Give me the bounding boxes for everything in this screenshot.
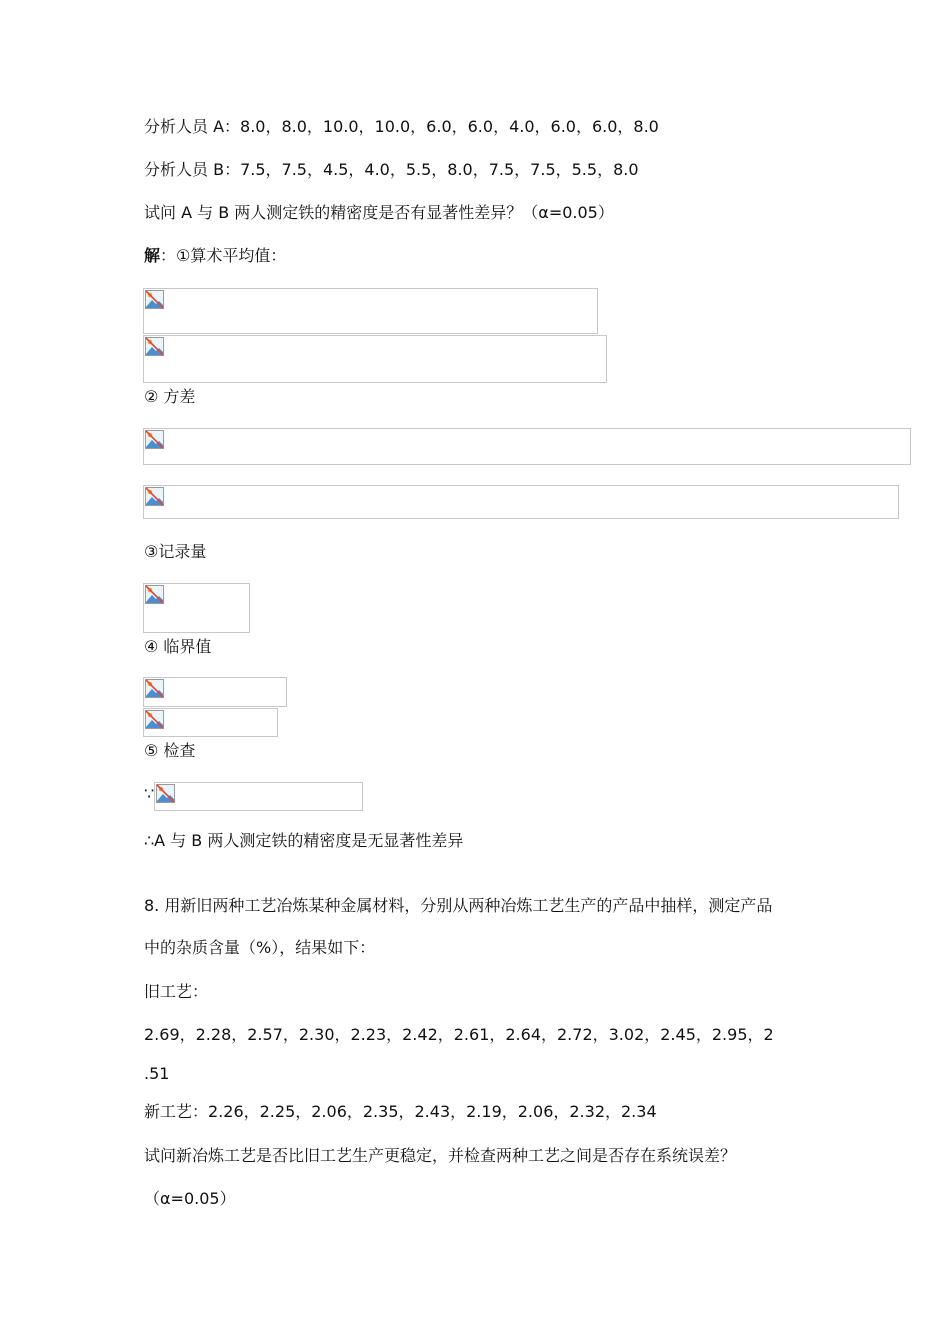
alpha-note: （α=0.05） [144,1189,236,1208]
problem-8-line-2: 中的杂质含量（%），结果如下： [144,938,376,957]
broken-image-icon [145,337,164,356]
solution-step-1 [144,246,286,266]
new-process-values: 新工艺：2.26，2.25，2.06，2.35，2.43，2.19，2.06，2.32，2.34 [144,1102,657,1121]
solution-label: 解 [144,246,161,265]
broken-image-icon [145,710,164,729]
step-1-text: ：①算术平均值： [160,246,287,265]
formula-image-mean-b [143,335,607,383]
broken-image-icon [145,585,164,604]
old-process-values-1: 2.69，2.28，2.57，2.30，2.23，2.42，2.61，2.64，2.72，3.02，2.45，2.95，2 [144,1025,774,1044]
analyst-b-data: 分析人员 B：7.5，7.5，4.5，4.0，5.5，8.0，7.5，7.5，5.5，8.0 [144,160,639,179]
formula-image-critical-2 [143,708,278,737]
solution-step-2: ② 方差 [144,387,196,406]
formula-image-statistic [143,583,250,633]
question-7: 试问 A 与 B 两人测定铁的精密度是否有显著性差异？（α=0.05） [144,203,614,222]
broken-image-icon [145,487,164,506]
formula-image-mean-a [143,288,598,334]
broken-image-icon [145,430,164,449]
problem-8-line-1: 8. 用新旧两种工艺冶炼某种金属材料，分别从两种冶炼工艺生产的产品中抽样，测定产品 [144,896,773,915]
because-symbol: ∵ [144,784,155,803]
solution-step-3: ③记录量 [144,542,207,561]
conclusion-7: ∴A 与 B 两人测定铁的精密度是无显著性差异 [144,831,464,850]
question-8: 试问新冶炼工艺是否比旧工艺生产更稳定，并检查两种工艺之间是否存在系统误差？ [144,1146,737,1165]
formula-image-check [154,782,363,811]
solution-step-5: ⑤ 检查 [144,741,196,760]
old-process-label: 旧工艺： [144,982,209,1001]
broken-image-icon [156,784,175,803]
solution-step-4: ④ 临界值 [144,637,212,656]
formula-image-variance-a [143,428,911,465]
broken-image-icon [145,679,164,698]
formula-image-critical-1 [143,677,287,707]
old-process-values-2: .51 [144,1064,170,1083]
formula-image-variance-b [143,485,899,519]
analyst-a-data: 分析人员 A：8.0，8.0，10.0，10.0，6.0，6.0，4.0，6.0，6.0，8.0 [144,117,659,136]
broken-image-icon [145,290,164,309]
